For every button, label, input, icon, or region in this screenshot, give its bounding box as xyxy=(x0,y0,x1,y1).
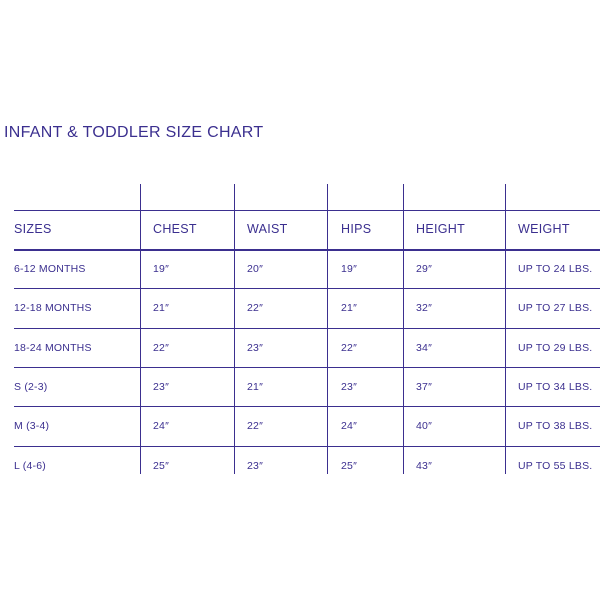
table-cell: 43″ xyxy=(416,460,432,472)
size-label-cell: 6-12 MONTHS xyxy=(14,263,86,275)
header-top-rule xyxy=(14,210,600,211)
size-label-cell: 18-24 MONTHS xyxy=(14,342,92,354)
column-header: HEIGHT xyxy=(416,222,466,236)
table-cell: 24″ xyxy=(153,420,169,432)
table-cell: 22″ xyxy=(341,342,357,354)
table-cell: 32″ xyxy=(416,302,432,314)
table-cell: 22″ xyxy=(153,342,169,354)
table-cell: 22″ xyxy=(247,302,263,314)
table-cell: 22″ xyxy=(247,420,263,432)
row-divider xyxy=(14,328,600,329)
row-divider xyxy=(14,446,600,447)
table-cell: UP TO 38 LBS. xyxy=(518,420,593,432)
page-title: INFANT & TODDLER SIZE CHART xyxy=(4,124,264,141)
table-cell: 23″ xyxy=(247,460,263,472)
table-cell: UP TO 29 LBS. xyxy=(518,342,593,354)
header-bottom-rule xyxy=(14,249,600,251)
size-label-cell: M (3-4) xyxy=(14,420,50,432)
table-cell: UP TO 24 LBS. xyxy=(518,263,593,275)
table-cell: UP TO 27 LBS. xyxy=(518,302,593,314)
table-cell: UP TO 55 LBS. xyxy=(518,460,593,472)
table-cell: 29″ xyxy=(416,263,432,275)
column-divider xyxy=(505,184,506,474)
column-header: HIPS xyxy=(341,222,372,236)
table-cell: 25″ xyxy=(341,460,357,472)
table-cell: 21″ xyxy=(153,302,169,314)
table-cell: 24″ xyxy=(341,420,357,432)
row-divider xyxy=(14,288,600,289)
table-cell: 23″ xyxy=(247,342,263,354)
column-divider xyxy=(403,184,404,474)
column-header: WEIGHT xyxy=(518,222,570,236)
table-cell: 34″ xyxy=(416,342,432,354)
size-label-cell: 12-18 MONTHS xyxy=(14,302,92,314)
table-cell: 21″ xyxy=(341,302,357,314)
table-cell: 37″ xyxy=(416,381,432,393)
column-header: WAIST xyxy=(247,222,288,236)
table-cell: UP TO 34 LBS. xyxy=(518,381,593,393)
column-header: CHEST xyxy=(153,222,197,236)
table-cell: 23″ xyxy=(153,381,169,393)
table-cell: 19″ xyxy=(341,263,357,275)
column-divider xyxy=(327,184,328,474)
size-label-cell: L (4-6) xyxy=(14,460,46,472)
column-divider xyxy=(140,184,141,474)
column-header: SIZES xyxy=(14,222,52,236)
table-cell: 25″ xyxy=(153,460,169,472)
table-cell: 19″ xyxy=(153,263,169,275)
row-divider xyxy=(14,367,600,368)
table-cell: 20″ xyxy=(247,263,263,275)
column-divider xyxy=(234,184,235,474)
table-cell: 21″ xyxy=(247,381,263,393)
table-cell: 23″ xyxy=(341,381,357,393)
table-cell: 40″ xyxy=(416,420,432,432)
row-divider xyxy=(14,406,600,407)
size-label-cell: S (2-3) xyxy=(14,381,48,393)
